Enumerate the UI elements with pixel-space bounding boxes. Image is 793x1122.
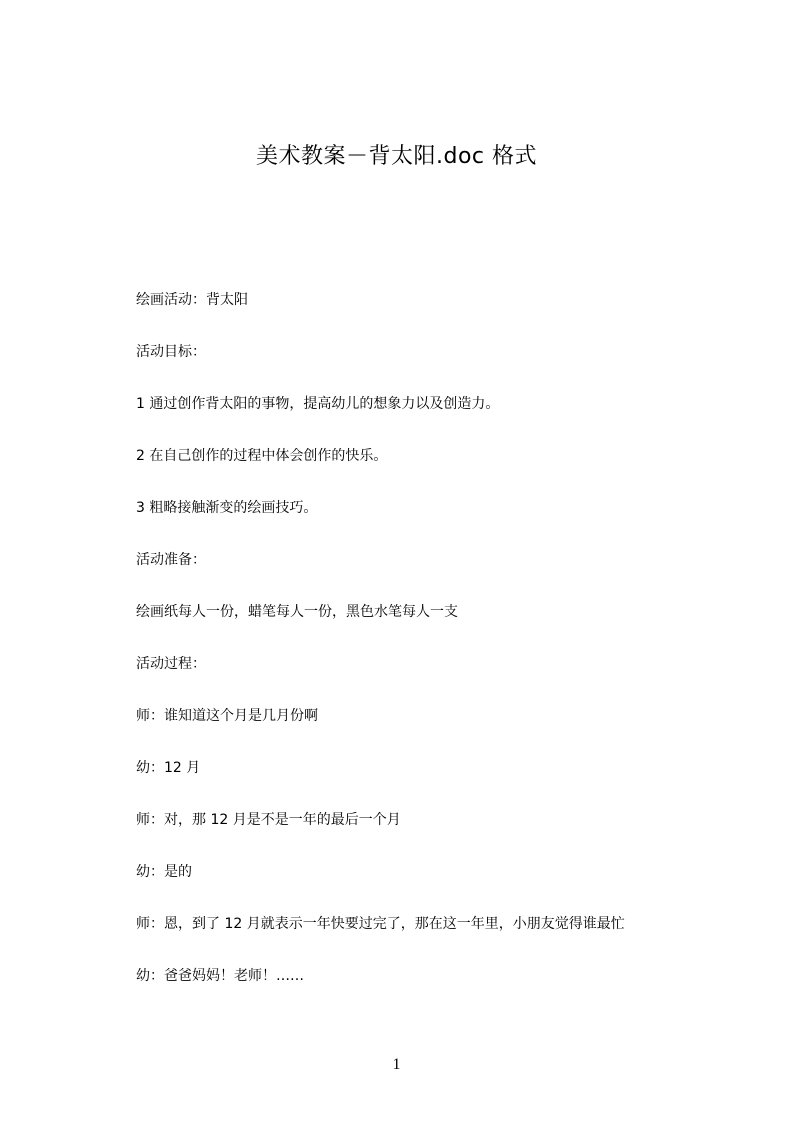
paragraph: 幼：是的: [136, 864, 192, 880]
paragraph: 1 通过创作背太阳的事物，提高幼儿的想象力以及创造力。: [136, 396, 500, 412]
paragraph: 绘画活动：背太阳: [136, 292, 248, 308]
paragraph: 师：恩，到了 12 月就表示一年快要过完了，那在这一年里，小朋友觉得谁最忙: [136, 916, 625, 932]
paragraph: 活动准备：: [136, 552, 206, 568]
document-body: [136, 290, 736, 1018]
paragraph: 3 粗略接触渐变的绘画技巧。: [136, 500, 318, 516]
paragraph: 绘画纸每人一份，蜡笔每人一份，黑色水笔每人一支: [136, 604, 458, 620]
paragraph: 活动目标：: [136, 344, 206, 360]
paragraph: 幼：12 月: [136, 760, 201, 776]
paragraph: 活动过程：: [136, 656, 206, 672]
paragraph: 2 在自己创作的过程中体会创作的快乐。: [136, 448, 388, 464]
page-number: 1: [392, 1056, 401, 1073]
paragraph: 幼：爸爸妈妈！老师！……: [136, 968, 304, 984]
paragraph: 师：对，那 12 月是不是一年的最后一个月: [136, 812, 401, 828]
document-title: 美术教案－背太阳.doc 格式: [255, 144, 537, 169]
paragraph: 师：谁知道这个月是几月份啊: [136, 708, 318, 724]
